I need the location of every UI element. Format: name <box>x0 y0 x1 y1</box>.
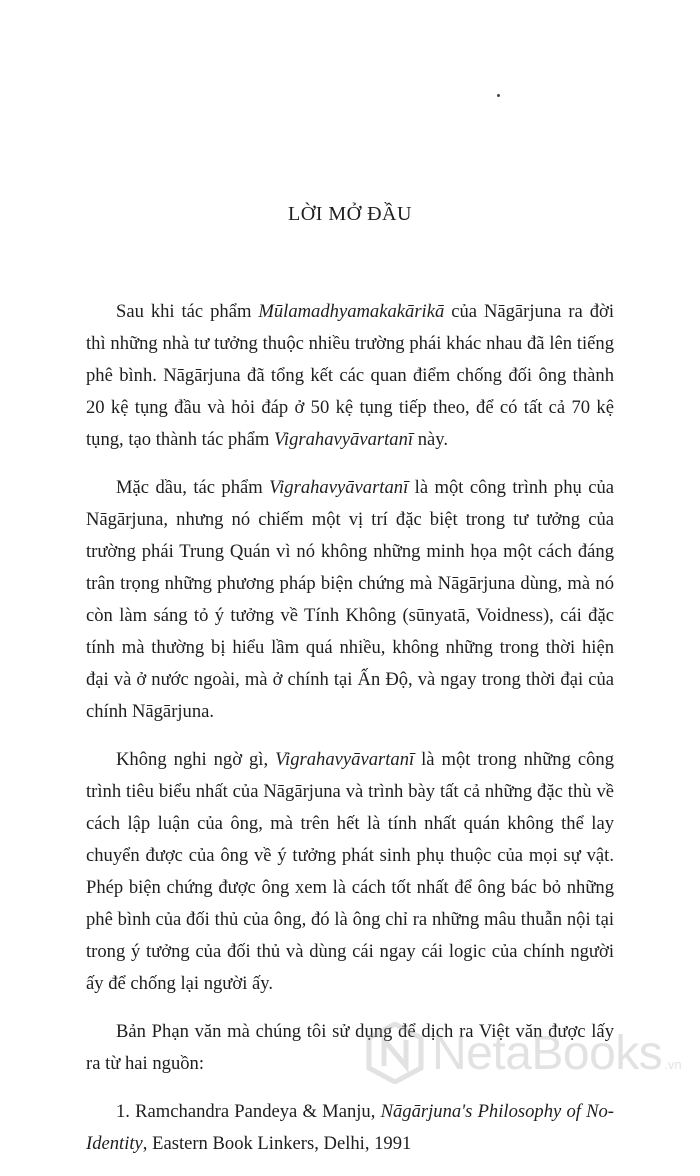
watermark <box>366 1022 682 1084</box>
paragraph-1-work-italic: Vigrahavyāvartanī <box>273 429 414 450</box>
paragraph-1-text-e: này. <box>413 429 448 450</box>
paragraph-3 <box>86 744 614 1000</box>
paragraph-1-text-c: của Nāgārjuna ra đời thì những nhà tư tưởng thuộc nhiều trường phái khác nhau đã lên tiếng phê bình. Nāgārjuna đã tổng kết các quan điểm chống đối ông thành 20 kệ tụng đầu và hỏi đáp ở 50 kệ tụng tiếp theo, để có tất cả 70 kệ tụng, tạo thành tác phẩm <box>86 301 614 450</box>
paragraph-2 <box>86 472 614 728</box>
reference-1 <box>86 1096 614 1160</box>
paragraph-1 <box>86 296 614 456</box>
paragraph-1-title-italic: Mūlamadhyamakakārikā <box>258 301 445 322</box>
paragraph-4: Bản Phạn văn mà chúng tôi sử dụng để dịch ra Việt văn được lấy ra từ hai nguồn: <box>86 1021 614 1074</box>
paragraph-3-work-italic: Vigrahavyāvartanī <box>275 749 415 770</box>
reference-1-authors: 1. Ramchandra Pandeya & Manju, <box>116 1101 381 1122</box>
reference-1-publisher: , Eastern Book Linkers, Delhi, 1991 <box>142 1133 412 1154</box>
reference-1-title-italic: Nāgārjuna's Philosophy of No-Identity <box>86 1101 615 1154</box>
netabooks-logo-icon <box>366 1022 424 1084</box>
page-title: LỜI MỞ ĐẦU <box>288 203 412 225</box>
paragraph-2-text-c: là một công trình phụ của Nāgārjuna, nhưng nó chiếm một vị trí đặc biệt trong tư tưởng của trường phái Trung Quán vì nó không những minh họa một cách đáng trân trọng những phương pháp biện chứng mà Nāgārjuna dùng, mà nó còn làm sáng tỏ ý tưởng về Tính Không (sūnyatā, Voidness), cái đặc tính mà thường bị hiểu lầm quá nhiều, không những trong thời hiện đại và ở nước ngoài, mà ở chính tại Ấn Độ, và ngay trong thời đại của chính Nāgārjuna. <box>86 477 614 722</box>
paragraph-1-text-a: Sau khi tác phẩm <box>116 301 259 322</box>
watermark-suffix: .vn <box>664 1056 682 1072</box>
watermark-brand: NetaBooks <box>432 1026 663 1080</box>
paragraph-2-text-a: Mặc dầu, tác phẩm <box>116 477 270 498</box>
paragraph-3-text-a: Không nghi ngờ gì, <box>116 749 276 770</box>
paragraph-2-work-italic: Vigrahavyāvartanī <box>269 477 409 498</box>
speck-mark <box>497 94 500 97</box>
paragraph-3-text-c: là một trong những công trình tiêu biểu nhất của Nāgārjuna và trình bày tất cả những đặc thù về cách lập luận của ông, mà trên hết là tính nhất quán không thể lay chuyển được của ông về ý tưởng phát sinh phụ thuộc của mọi sự vật. Phép biện chứng được ông xem là cách tốt nhất để ông bác bỏ những phê bình của đối thủ của ông, đó là ông chỉ ra những mâu thuẫn nội tại trong ý tưởng của đối thủ và dùng cái ngay cái logic của chính người ấy để chống lại người ấy. <box>86 749 614 994</box>
